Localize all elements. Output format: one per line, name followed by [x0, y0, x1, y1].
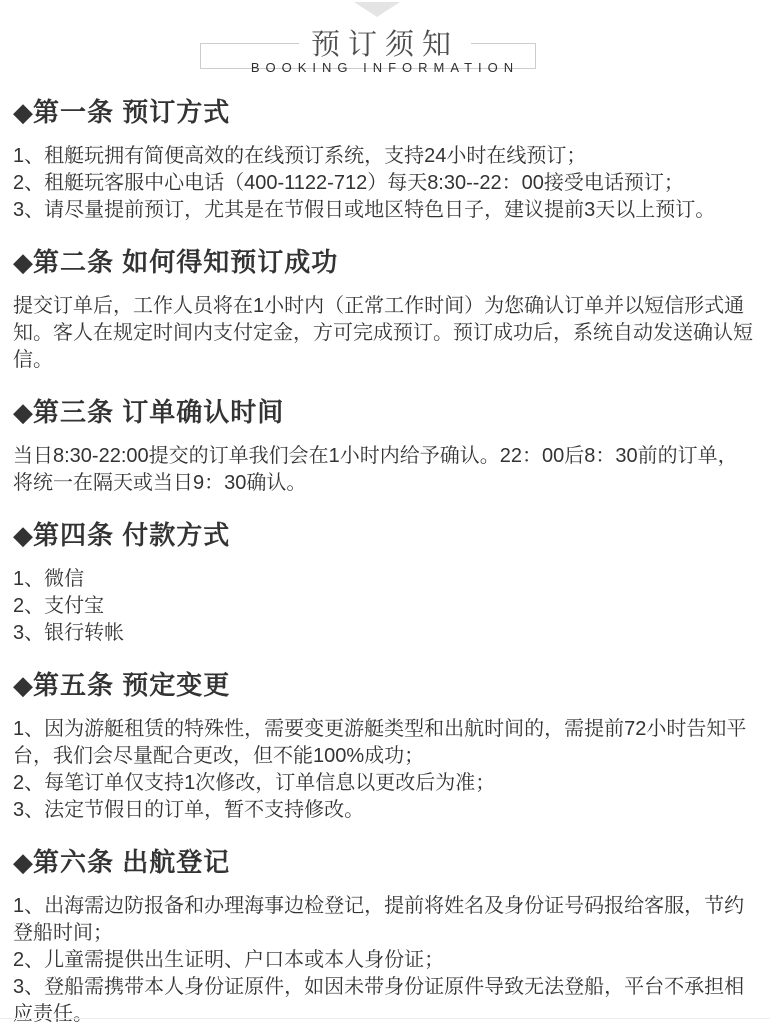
section-paragraph: 当日8:30-22:00提交的订单我们会在1小时内给予确认。22：00后8：30前的订单，将统一在隔天或当日9：30确认。 [13, 445, 738, 494]
list-item: 1、租艇玩拥有简便高效的在线预订系统，支持24小时在线预订； [13, 145, 587, 167]
list-item: 1、微信 [13, 568, 85, 590]
list-item: 2、支付宝 [13, 595, 105, 617]
section-body-1 [13, 143, 754, 224]
bottom-divider [0, 1018, 770, 1019]
list-item: 1、出海需边防报备和办理海事边检登记，提前将姓名及身份证号码报给客服，节约登船时间； [13, 895, 745, 944]
diamond-icon: ◆ [13, 847, 33, 877]
page-title: 预订须知 [0, 22, 770, 63]
diamond-icon: ◆ [13, 97, 33, 127]
section-title-4: ◆第四条 付款方式 [13, 520, 231, 550]
list-item: 3、请尽量提前预订，尤其是在节假日或地区特色日子，建议提前3天以上预订。 [13, 199, 716, 221]
list-item: 1、因为游艇租赁的特殊性，需要变更游艇类型和出航时间的，需提前72小时告知平台，我们会尽量配合更改，但不能100%成功； [13, 718, 747, 767]
list-item: 3、法定节假日的订单，暂不支持修改。 [13, 799, 365, 821]
section-body-5 [13, 716, 754, 824]
list-item: 3、银行转帐 [13, 622, 125, 644]
section-body-6 [13, 893, 754, 1028]
section-title-2: ◆第二条 如何得知预订成功 [13, 247, 339, 277]
section-body-2 [13, 293, 754, 374]
section-body-3 [13, 443, 754, 497]
section-title-5: ◆第五条 预定变更 [13, 670, 231, 700]
diamond-icon: ◆ [13, 520, 33, 550]
section-paragraph: 提交订单后，工作人员将在1小时内（正常工作时间）为您确认订单并以短信形式通知。客人在规定时间内支付定金，方可完成预订。预订成功后，系统自动发送确认短信。 [13, 295, 753, 371]
document-body [0, 94, 770, 1028]
list-item: 2、租艇玩客服中心电话（400-1122-712）每天8:30--22：00接受电话预订； [13, 172, 684, 194]
section-title-3: ◆第三条 订单确认时间 [13, 397, 285, 427]
section-title-6: ◆第六条 出航登记 [13, 847, 231, 877]
diamond-icon: ◆ [13, 397, 33, 427]
list-item: 2、儿童需提供出生证明、户口本或本人身份证； [13, 949, 445, 971]
diamond-icon: ◆ [13, 247, 33, 277]
page-subtitle: BOOKING INFORMATION [250, 60, 520, 75]
diamond-icon: ◆ [13, 670, 33, 700]
list-item: 3、登船需携带本人身份证原件，如因未带身份证原件导致无法登船，平台不承担相应责任。 [13, 976, 745, 1025]
section-title-1: ◆第一条 预订方式 [13, 97, 231, 127]
page-header [0, 0, 770, 74]
down-arrow-icon [354, 2, 400, 17]
section-body-4 [13, 566, 754, 647]
list-item: 2、每笔订单仅支持1次修改，订单信息以更改后为准； [13, 772, 496, 794]
